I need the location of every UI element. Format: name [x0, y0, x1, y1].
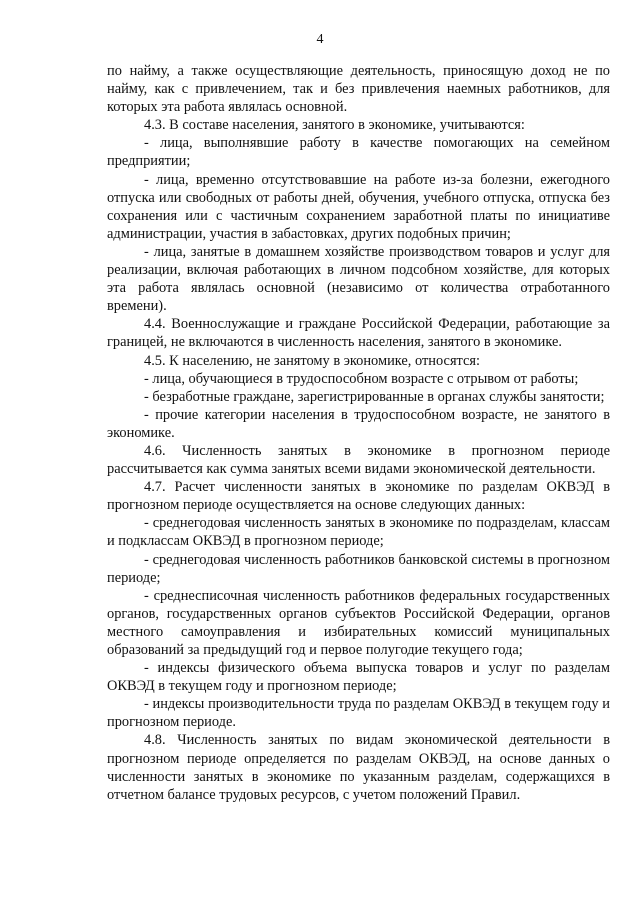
list-item: - лица, занятые в домашнем хозяйстве производством товаров и услуг для реализации, включая работающих в личном подсобном хозяйстве, для которых эта работа являлась основной (независимо от количества отработанного времени).	[107, 243, 610, 315]
list-item: - безработные граждане, зарегистрированные в органах службы занятости;	[144, 388, 605, 405]
paragraph-continuation: по найму, а также осуществляющие деятельность, приносящую доход не по найму, как с привлечением, так и без привлечения наемных работников, для которых эта работа являлась основной.	[107, 63, 610, 116]
paragraph-4-6: 4.6. Численность занятых в экономике в прогнозном периоде рассчитывается как сумма занятых всеми видами экономической деятельности.	[107, 442, 610, 478]
paragraph-4-4: 4.4. Военнослужащие и граждане Российской Федерации, работающие за границей, не включаются в численность населения, занятого в экономике.	[107, 316, 610, 351]
paragraph-4-8: 4.8. Численность занятых по видам экономической деятельности в прогнозном периоде определяется по разделам ОКВЭД, на основе данных о численности занятых в экономике по указанным разделам, содержащихся в отчетном балансе трудовых ресурсов, с учетом положений Правил.	[107, 732, 610, 803]
paragraph-4-3: 4.3. В составе населения, занятого в экономике, учитываются:	[144, 117, 525, 134]
list-item: - прочие категории населения в трудоспособном возрасте, не занятого в экономике.	[107, 406, 610, 441]
paragraph-4-7: 4.7. Расчет численности занятых в экономике по разделам ОКВЭД в прогнозном периоде осуществляется на основе следующих данных:	[107, 479, 610, 514]
list-item: - лица, временно отсутствовавшие на работе из-за болезни, ежегодного отпуска или свободных от работы дней, обучения, учебного отпуска, отпуска без сохранения или с частичным сохранением заработной платы по инициативе администрации, участия в забастовках, других подобных причин;	[107, 171, 610, 242]
paragraph-4-5: 4.5. К населению, не занятому в экономике, относятся:	[144, 352, 481, 369]
document-body	[107, 62, 610, 804]
list-item: - среднегодовая численность работников банковской системы в прогнозном периоде;	[107, 551, 610, 586]
list-item: - лица, обучающиеся в трудоспособном возрасте с отрывом от работы;	[144, 370, 579, 387]
list-item: - лица, выполнявшие работу в качестве помогающих на семейном предприятии;	[107, 135, 610, 170]
list-item: - среднесписочная численность работников федеральных государственных органов, государственных органов субъектов Российской Федерации, органов местного самоуправления и избирательных комиссий муниципальных образований за предыдущий год и первое полугодие текущего года;	[107, 587, 610, 658]
list-item: - индексы физического объема выпуска товаров и услуг по разделам ОКВЭД в текущем году и прогнозном периоде;	[107, 660, 610, 695]
list-item: - индексы производительности труда по разделам ОКВЭД в текущем году и прогнозном периоде.	[107, 696, 610, 731]
page-number: 4	[316, 32, 324, 47]
list-item: - среднегодовая численность занятых в экономике по подразделам, классам и подклассам ОКВЭД в прогнозном периоде;	[107, 515, 610, 550]
